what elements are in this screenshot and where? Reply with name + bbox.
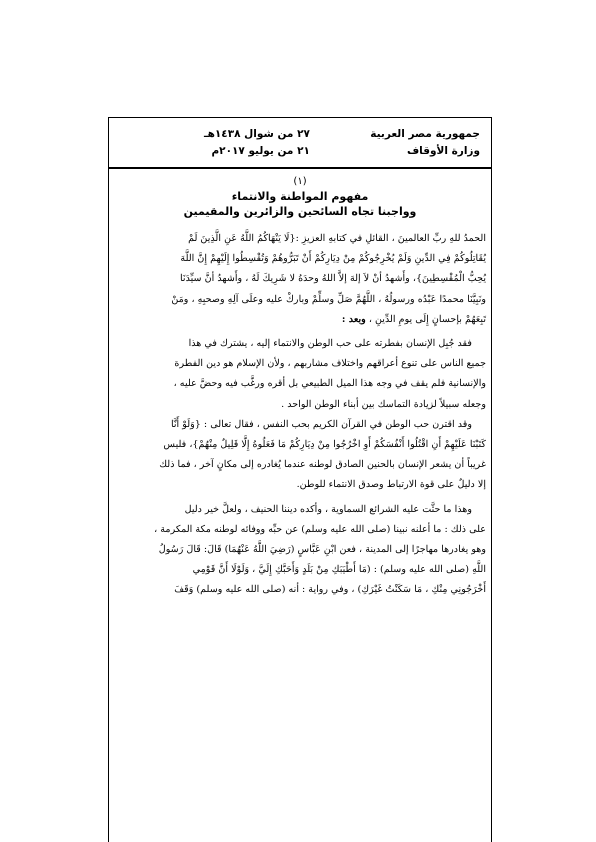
- body-line: جميع الناس على تنوع أعراقهم واختلاف مشاربهم ، ولأن الإسلام هو دين الفطرة: [174, 358, 486, 370]
- body-line: وهذا ما حثَّت عليه الشرائع السماوية ، وأكده ديننا الحنيف ، ولعلَّ خير دليل: [184, 503, 472, 515]
- body-line: غريباً أن يشعر الإنسان بالحنين الصادق لوطنه عندما يُغادره إلى مكانٍ آخر ، فما ذلك: [159, 459, 486, 471]
- body-line: فقد جُبِل الإنسان بفطرته على حب الوطن والانتماء إليه ، يشترك في هذا: [188, 338, 472, 350]
- khutbah-body: [114, 229, 486, 601]
- body-line: وجعله سبيلاً لزيادة التماسك بين أبناء الوطن الواحد .: [281, 398, 486, 410]
- body-line: على ذلك : ما أعلنه نبينا (صلى الله عليه وسلم) عن حبِّه ووفائه لوطنه مكة المكرمة ،: [154, 523, 486, 535]
- body-line-text: تَبِعَهُمْ بإحسانٍ إِلَى يومِ الدِّينِ ،: [368, 313, 486, 325]
- body-line: إلا دليلٌ على قوة الارتباط وصدق الانتماء للوطن.: [296, 479, 486, 491]
- body-line: والإنسانية فلم يقف في وجه هذا الميل الطبيعي بل أقره ورغَّب فيه وحضَّ عليه ،: [173, 378, 486, 390]
- body-line: اللَّهِ (صلى الله عليه وسلم) : (مَا أَطْيَبَكِ مِنْ بَلَدٍ وَأَحَبَّكِ إِلَيَّ ، وَلَوْلَا أَنَّ قَوْمِي: [192, 564, 486, 576]
- body-line: الحمدُ للهِ ربِّ العالمينَ ، القائلِ في كتابهِ العزيزِ :{لَا يَنْهَاكُمُ اللَّهُ عَنِ الَّذِينَ لَمْ: [188, 233, 486, 244]
- date-block: [204, 126, 310, 160]
- wa-baad-label: وبعد :: [341, 313, 366, 325]
- khutbah-title-block: [108, 175, 492, 219]
- body-line: كَتَبْنَا عَلَيْهِمْ أَنِ اقْتُلُوا أَنْفُسَكُمْ أَوِ اخْرُجُوا مِنْ دِيَارِكُمْ مَا فَعَلُوهُ إِلَّا قَلِيلٌ مِنْهُمْ}، فليس: [163, 439, 486, 451]
- khutbah-number: (١): [293, 176, 307, 187]
- ministry-name: وزارة الأوقاف: [406, 145, 480, 157]
- document-header: [108, 117, 492, 169]
- body-line: وهو يغادرها مهاجرًا إلى المدينة ، فعن ابْنِ عَبَّاسٍ (رَضِيَ اللَّهُ عَنْهُمَا) قَالَ: قَالَ رَسُولُ: [158, 544, 486, 556]
- khutbah-subtitle: وواجبنا تجاه السائحين والزائرين والمقيمين: [183, 205, 417, 218]
- country-name: جمهورية مصر العربية: [370, 128, 480, 140]
- body-line: يُقَاتِلُوكُمْ فِي الدِّينِ وَلَمْ يُخْرِجُوكُمْ مِنْ دِيَارِكُمْ أَنْ تَبَرُّوهُمْ وَتُقْسِطُوا إِلَيْهِمْ إِنَّ اللَّهَ: [180, 253, 486, 265]
- issuer-block: [370, 126, 480, 160]
- body-line: يُحِبُّ الْمُقْسِطِينَ}، وأَشهدُ أنْ لاَ إلهَ إلاَّ اللهُ وحدَهُ لا شَرِيكَ لَهُ ، وأَشهدُ أنَّ سيِّدَنَا: [179, 273, 486, 285]
- gregorian-date: ٢١ من يوليو ٢٠١٧م: [211, 145, 310, 157]
- body-line: أَخْرَجُونِي مِنْكِ ، مَا سَكَنْتُ غَيْرَكِ) ، وفي رواية : أنه (صلى الله عليه وسلم) وَقَفَ: [174, 584, 486, 596]
- body-line: ونَبِيَّنَا محمدًا عَبْدُه ورسولُهُ ، اللَّهُمَّ صَلِّ وسلِّمْ وباركْ عليه وعلَى آلِهِ وصحبِهِ ، ومَنْ: [171, 293, 486, 305]
- khutbah-title: مفهوم المواطنة والانتماء: [231, 190, 369, 203]
- body-line: وقد اقترن حب الوطن في القرآن الكريم بحب النفس ، فقال تعالى : {وَلَوْ أَنَّا: [170, 418, 472, 430]
- body-line: [114, 310, 486, 330]
- hijri-date: ٢٧ من شوال ١٤٣٨هـ: [204, 128, 310, 140]
